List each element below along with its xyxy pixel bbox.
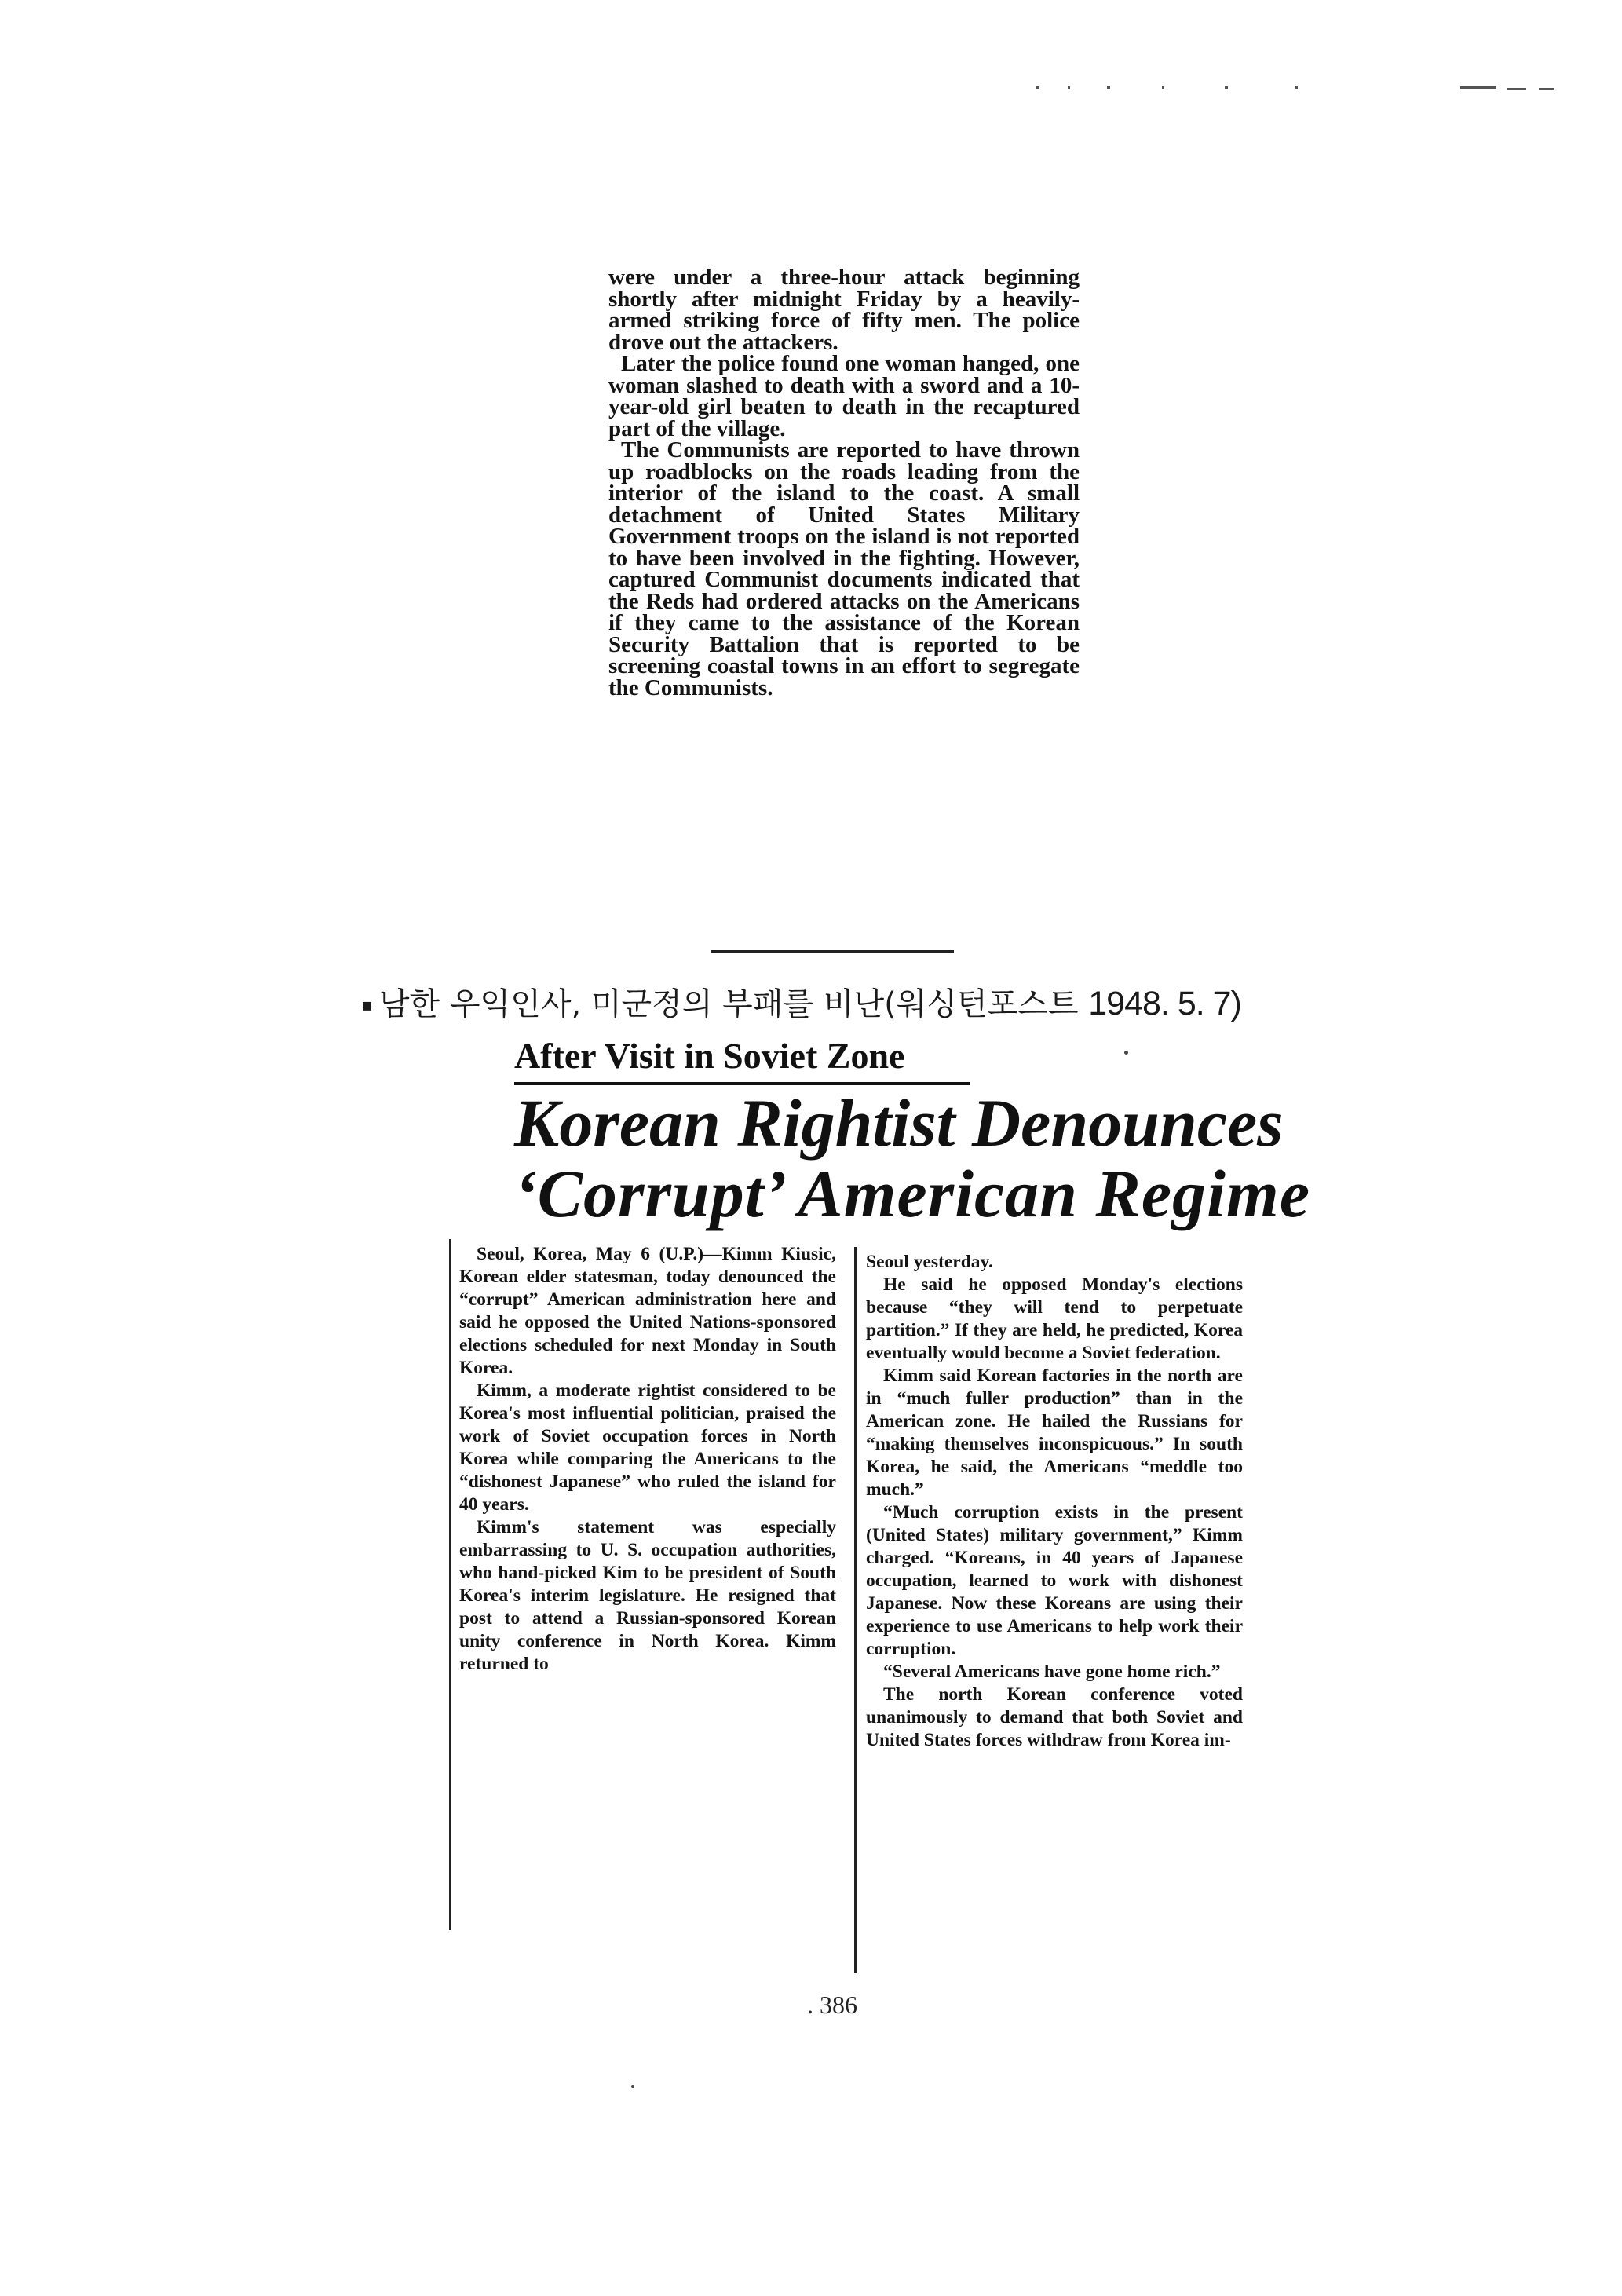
caption-date: 1948. 5. 7) — [1088, 985, 1241, 1022]
clipping-paragraph: Later the police found one woman hanged, one woman slashed to death with a sword and a 10-year-old girl beaten to death in the recaptured part of the village. — [608, 351, 1080, 441]
column-paragraph: Seoul, Korea, May 6 (U.P.)—Kimm Kiusic, Korean elder statesman, today denounced the “corrupt” American administration here and said he opposed the United Nations-sponsored elections scheduled for next Monday in South Korea. — [459, 1244, 836, 1378]
headline-line-2: ‘Corrupt’ American Regime — [514, 1156, 1310, 1231]
column-paragraph: He said he opposed Monday's elections because “they will tend to perpetuate partition.” If they are held, he predicted, Korea eventually would become a Soviet federation. — [866, 1274, 1243, 1363]
korean-caption — [361, 982, 1382, 1029]
column-paragraph: The north Korean conference voted unanimously to demand that both Soviet and United States forces withdraw from Korea im- — [866, 1684, 1243, 1750]
caption-text: 남한 우익인사, 미군정의 부패를 비난(워싱턴포스트 — [378, 986, 1079, 1022]
article-left-column — [459, 1243, 836, 1676]
column-paragraph: Seoul yesterday. — [866, 1252, 993, 1272]
article-headline — [514, 1085, 1310, 1231]
scan-speck — [1124, 1051, 1128, 1055]
column-rule-left — [449, 1239, 451, 1930]
headline-line-1: Korean Rightist Denounces — [514, 1085, 1284, 1161]
article-kicker: After Visit in Soviet Zone — [514, 1036, 905, 1076]
clipping-paragraph: The Communists are reported to have thrown up roadblocks on the roads leading from the interior of the island to the coast. A small detachment of United States Military Government troops on the island is not reported to have been involved in the fighting. However, captured Communist documents indicated that the Reds had ordered attacks on the Americans if they came to the assistance of the Korean Security Battalion that is reported to be screening coastal towns in an effort to segregate the Communists. — [608, 437, 1080, 700]
column-paragraph: Kimm said Korean factories in the north are in “much fuller production” than in the American zone. He hailed the Russians for “making themselves inconspicuous.” In south Korea, he said, the Americans “meddle too much.” — [866, 1366, 1243, 1500]
column-paragraph: “Several Americans have gone home rich.” — [883, 1662, 1221, 1682]
scan-speck — [631, 2085, 634, 2088]
clipping-paragraph: were under a three-hour attack beginning shortly after midnight Friday by a heavily-armed striking force of fifty men. The police drove out the attackers. — [608, 265, 1080, 355]
column-rule-center — [854, 1247, 857, 1973]
column-paragraph: Kimm's statement was especially embarrassing to U. S. occupation authorities, who hand-picked Kim to be president of South Korea's interim legislature. He resigned that post to attend a Russian-sponsored Korean unity conference in North Korea. Kimm returned to — [459, 1517, 836, 1674]
scan-artifacts — [1036, 82, 1570, 97]
column-paragraph: Kimm, a moderate rightist considered to be Korea's most influential politician, praised the work of Soviet occupation forces in North Korea while comparing the Americans to the “dishonest Japanese” who ruled the island for 40 years. — [459, 1380, 836, 1515]
top-news-clipping — [608, 267, 1080, 942]
article-right-column — [866, 1251, 1243, 1752]
page-number: . 386 — [807, 1991, 857, 2019]
caption-bullet: ▪ — [361, 996, 373, 1015]
column-paragraph: “Much corruption exists in the present (United States) military government,” Kimm charged. “Koreans, in 40 years of Japanese occupation, learned to work with dishonest Japanese. Now these Koreans are using their experience to use Americans to help work their corruption. — [866, 1502, 1243, 1659]
clipping-end-rule — [711, 950, 954, 953]
